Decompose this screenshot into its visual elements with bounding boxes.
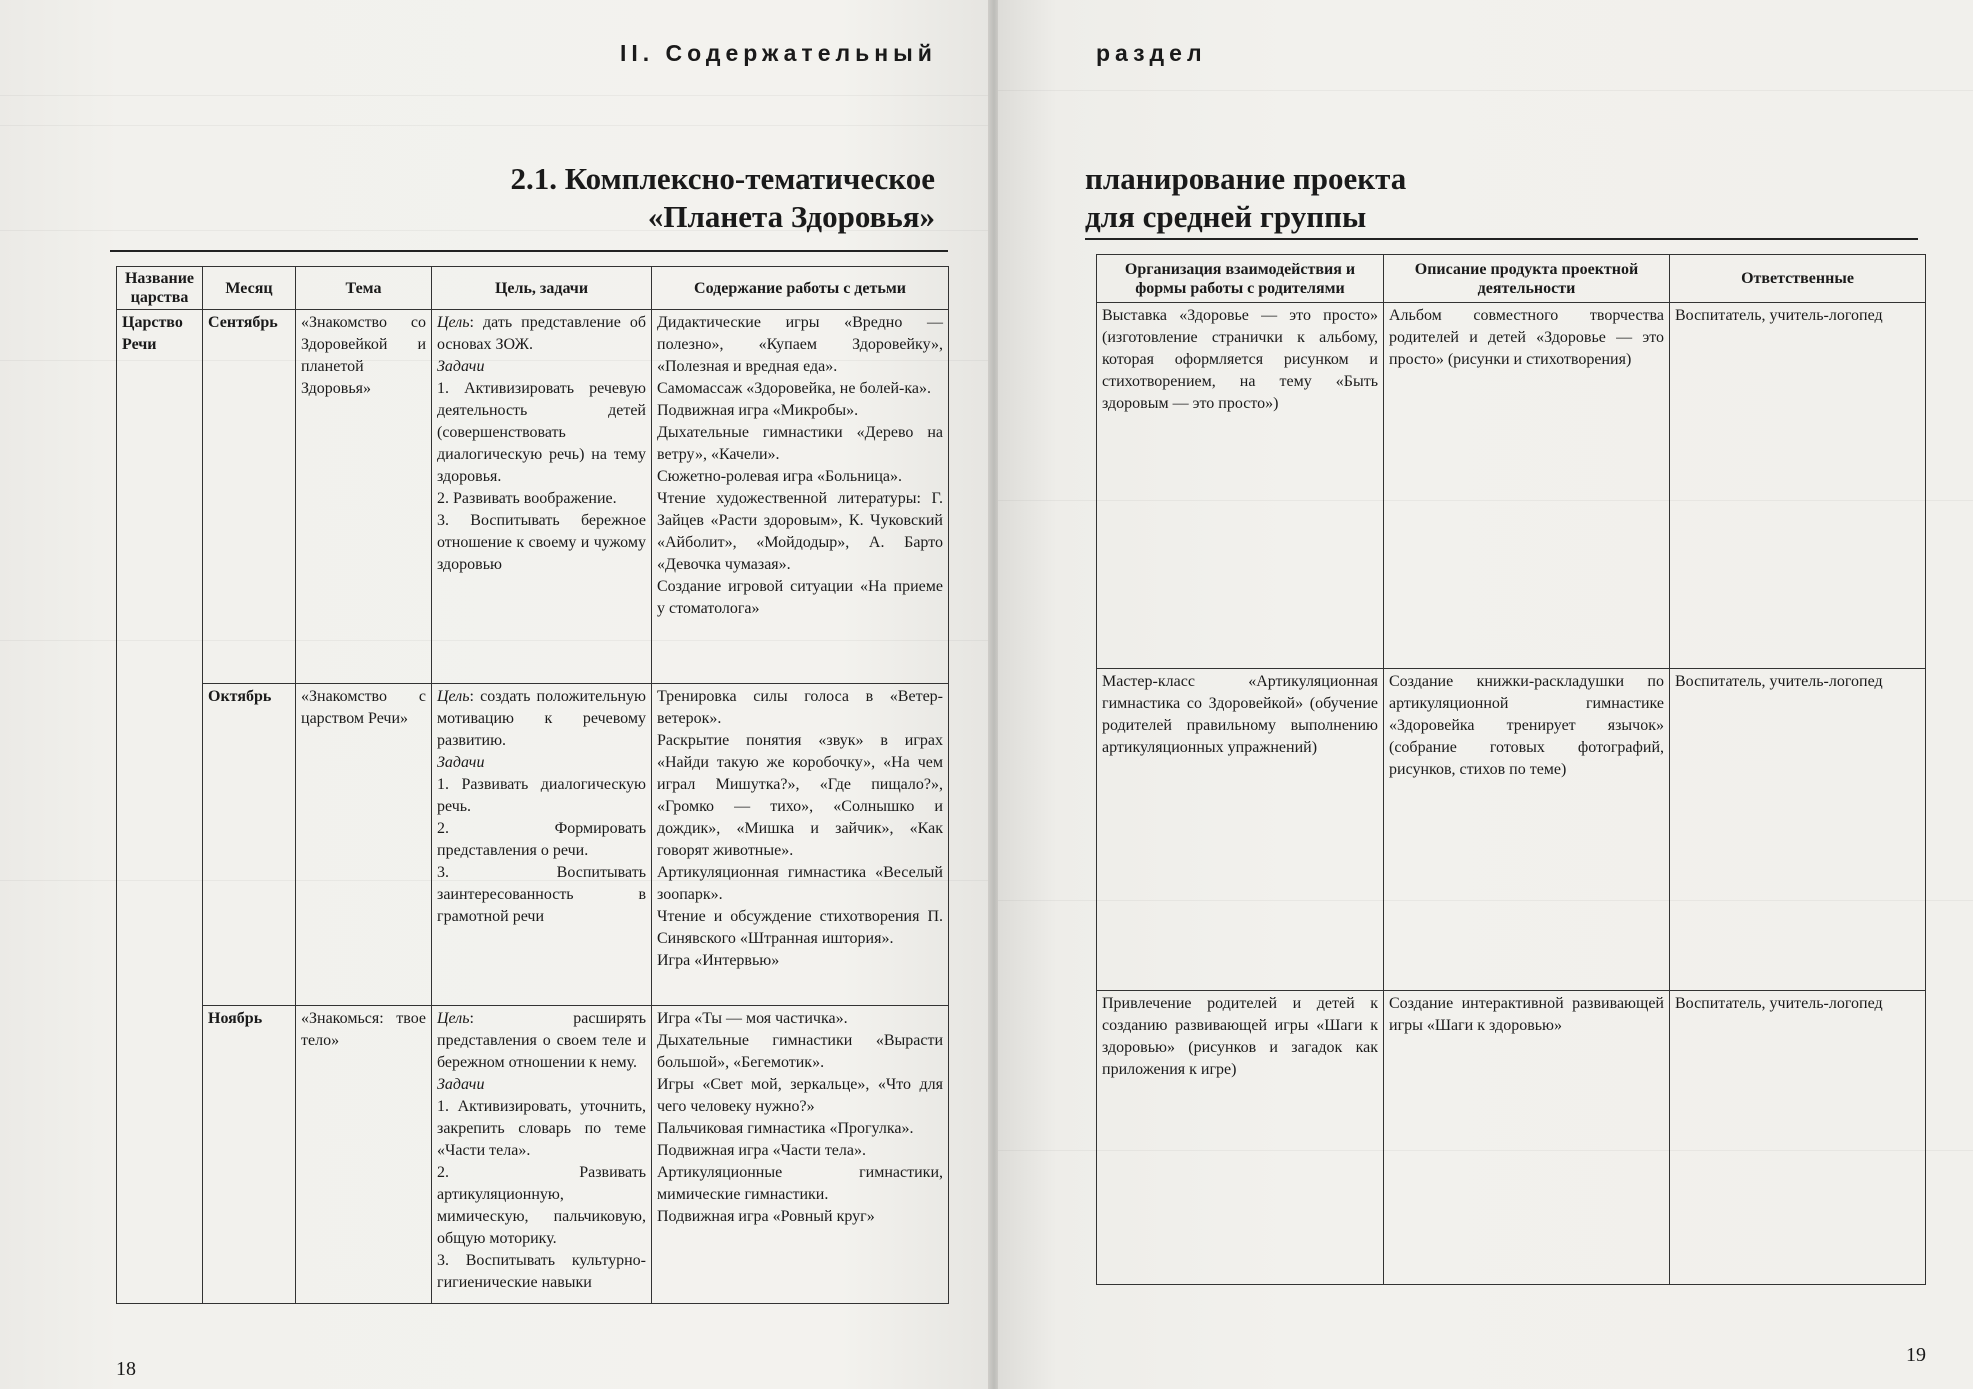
- header-form: Организация взаимодействия и формы работы с родителями: [1097, 255, 1384, 303]
- month-cell: Ноябрь: [203, 1006, 296, 1304]
- header-theme: Тема: [296, 267, 432, 310]
- content-item: Дыхательные гимнастики «Вырасти большой», «Бегемотик».: [657, 1032, 943, 1071]
- title-rule-left: [110, 250, 948, 252]
- right-page: [998, 0, 1973, 1389]
- form-cell: Выставка «Здоровье — это просто» (изготовление странички к альбому, которая оформляется рисунком и стихотворением, на тему «Быть здоровым — это просто»): [1097, 303, 1384, 669]
- goal-text: : расширять представления о своем теле и бережном отношении к нему.: [437, 1010, 646, 1071]
- thematic-plan-table: [116, 266, 949, 1304]
- content-cell: [652, 684, 949, 1006]
- title-line-2: для средней группы: [1085, 199, 1367, 234]
- page-number-right: 19: [1906, 1344, 1926, 1366]
- content-item: Игра «Интервью»: [657, 952, 780, 969]
- tasks-label: Задачи: [437, 1076, 485, 1093]
- section-title-right: [1085, 160, 1685, 236]
- content-item: Самомассаж «Здоровейка, не болей-ка».: [657, 380, 931, 397]
- title-rule-right: [1085, 238, 1918, 240]
- content-item: Подвижная игра «Части тела».: [657, 1142, 866, 1159]
- header-realm: Название царства: [117, 267, 203, 310]
- table-row: [117, 1006, 949, 1304]
- header-month: Месяц: [203, 267, 296, 310]
- realm-cell: Царство Речи: [117, 310, 203, 1304]
- table-row: [117, 310, 949, 684]
- task-item: 3. Воспитывать бережное отношение к своему и чужому здоровью: [437, 512, 646, 573]
- product-cell: Создание интерактивной развивающей игры «Шаги к здоровью»: [1384, 991, 1670, 1285]
- goal-cell: [432, 1006, 652, 1304]
- parents-work-table: [1096, 254, 1926, 1285]
- header-responsible: Ответственные: [1670, 255, 1926, 303]
- content-item: Раскрытие понятия «звук» в играх «Найди такую же коробочку», «На чем играл Мишутка?», «Где пищало?», «Громко — тихо», «Солнышко и дождик», «Мишка и зайчик», «Как говорят животные».: [657, 732, 943, 859]
- header-product: Описание продукта проектной деятельности: [1384, 255, 1670, 303]
- content-item: Чтение художественной литературы: Г. Зайцев «Расти здоровым», К. Чуковский «Айболит», «Мойдодыр», А. Барто «Девочка чумазая».: [657, 490, 943, 573]
- table-header-row: [117, 267, 949, 310]
- responsible-cell: Воспитатель, учитель-логопед: [1670, 303, 1926, 669]
- theme-cell: «Знакомство с царством Речи»: [296, 684, 432, 1006]
- goal-label: Цель: [437, 1010, 470, 1027]
- form-cell: Мастер-класс «Артикуляционная гимнастика со Здоровейкой» (обучение родителей правильному выполнению артикуляционных упражнений): [1097, 669, 1384, 991]
- content-item: Игры «Свет мой, зеркальце», «Что для чего человеку нужно?»: [657, 1076, 943, 1115]
- content-item: Создание игровой ситуации «На приеме у стоматолога»: [657, 578, 943, 617]
- product-cell: Создание книжки-раскладушки по артикуляционной гимнастике «Здоровейка тренирует язычок» (собрание готовых фотографий, рисунков, стихов по теме): [1384, 669, 1670, 991]
- tasks-label: Задачи: [437, 358, 485, 375]
- content-item: Сюжетно-ролевая игра «Больница».: [657, 468, 903, 485]
- content-item: Тренировка силы голоса в «Ветер-ветерок».: [657, 688, 943, 727]
- title-line-1: планирование проекта: [1085, 161, 1407, 196]
- content-item: Артикуляционные гимнастики, мимические гимнастики.: [657, 1164, 943, 1203]
- header-content: Содержание работы с детьми: [652, 267, 949, 310]
- table-row: [1097, 669, 1926, 991]
- responsible-cell: Воспитатель, учитель-логопед: [1670, 669, 1926, 991]
- task-item: 1. Активизировать, уточнить, закрепить словарь по теме «Части тела».: [437, 1098, 646, 1159]
- running-head-left: II. Содержательный: [620, 40, 937, 66]
- task-item: 3. Воспитывать заинтересованность в грамотной речи: [437, 864, 646, 925]
- content-item: Артикуляционная гимнастика «Веселый зоопарк».: [657, 864, 943, 903]
- running-head-right: раздел: [1096, 40, 1207, 66]
- content-item: Пальчиковая гимнастика «Прогулка».: [657, 1120, 914, 1137]
- page-number-left: 18: [116, 1358, 136, 1380]
- content-cell: [652, 310, 949, 684]
- content-item: Чтение и обсуждение стихотворения П. Синявского «Штранная иштория».: [657, 908, 943, 947]
- goal-text: : создать положительную мотивацию к речевому развитию.: [437, 688, 646, 749]
- title-line-1: 2.1. Комплексно-тематическое: [510, 161, 935, 196]
- table-row: [1097, 303, 1926, 669]
- header-goal: Цель, задачи: [432, 267, 652, 310]
- task-item: 3. Воспитывать культурно-гигиенические навыки: [437, 1252, 646, 1291]
- theme-cell: «Знакомство со Здоровейкой и планетой Здоровья»: [296, 310, 432, 684]
- content-item: Подвижная игра «Микробы».: [657, 402, 859, 419]
- goal-label: Цель: [437, 314, 470, 331]
- task-item: 2. Развивать артикуляционную, мимическую, пальчиковую, общую моторику.: [437, 1164, 646, 1247]
- content-item: Дидактические игры «Вредно — полезно», «Купаем Здоровейку», «Полезная и вредная еда».: [657, 314, 943, 375]
- responsible-cell: Воспитатель, учитель-логопед: [1670, 991, 1926, 1285]
- tasks-label: Задачи: [437, 754, 485, 771]
- goal-text: : дать представление об основах ЗОЖ.: [437, 314, 646, 353]
- task-item: 2. Развивать воображение.: [437, 490, 617, 507]
- task-item: 1. Развивать диалогическую речь.: [437, 776, 646, 815]
- content-item: Дыхательные гимнастики «Дерево на ветру», «Качели».: [657, 424, 943, 463]
- form-cell: Привлечение родителей и детей к созданию развивающей игры «Шаги к здоровью» (рисунков и загадок как приложения к игре): [1097, 991, 1384, 1285]
- table-header-row: [1097, 255, 1926, 303]
- content-item: Подвижная игра «Ровный круг»: [657, 1208, 875, 1225]
- content-item: Игра «Ты — моя частичка».: [657, 1010, 848, 1027]
- month-cell: Октябрь: [203, 684, 296, 1006]
- section-title-left: [430, 160, 935, 236]
- month-cell: Сентябрь: [203, 310, 296, 684]
- goal-cell: [432, 310, 652, 684]
- task-item: 2. Формировать представления о речи.: [437, 820, 646, 859]
- goal-label: Цель: [437, 688, 470, 705]
- product-cell: Альбом совместного творчества родителей и детей «Здоровье — это просто» (рисунки и стихотворения): [1384, 303, 1670, 669]
- title-line-2: «Планета Здоровья»: [647, 199, 935, 234]
- table-row: [1097, 991, 1926, 1285]
- task-item: 1. Активизировать речевую деятельность детей (совершенствовать диалогическую речь) на тему здоровья.: [437, 380, 646, 485]
- goal-cell: [432, 684, 652, 1006]
- content-cell: [652, 1006, 949, 1304]
- table-row: [117, 684, 949, 1006]
- theme-cell: «Знакомься: твое тело»: [296, 1006, 432, 1304]
